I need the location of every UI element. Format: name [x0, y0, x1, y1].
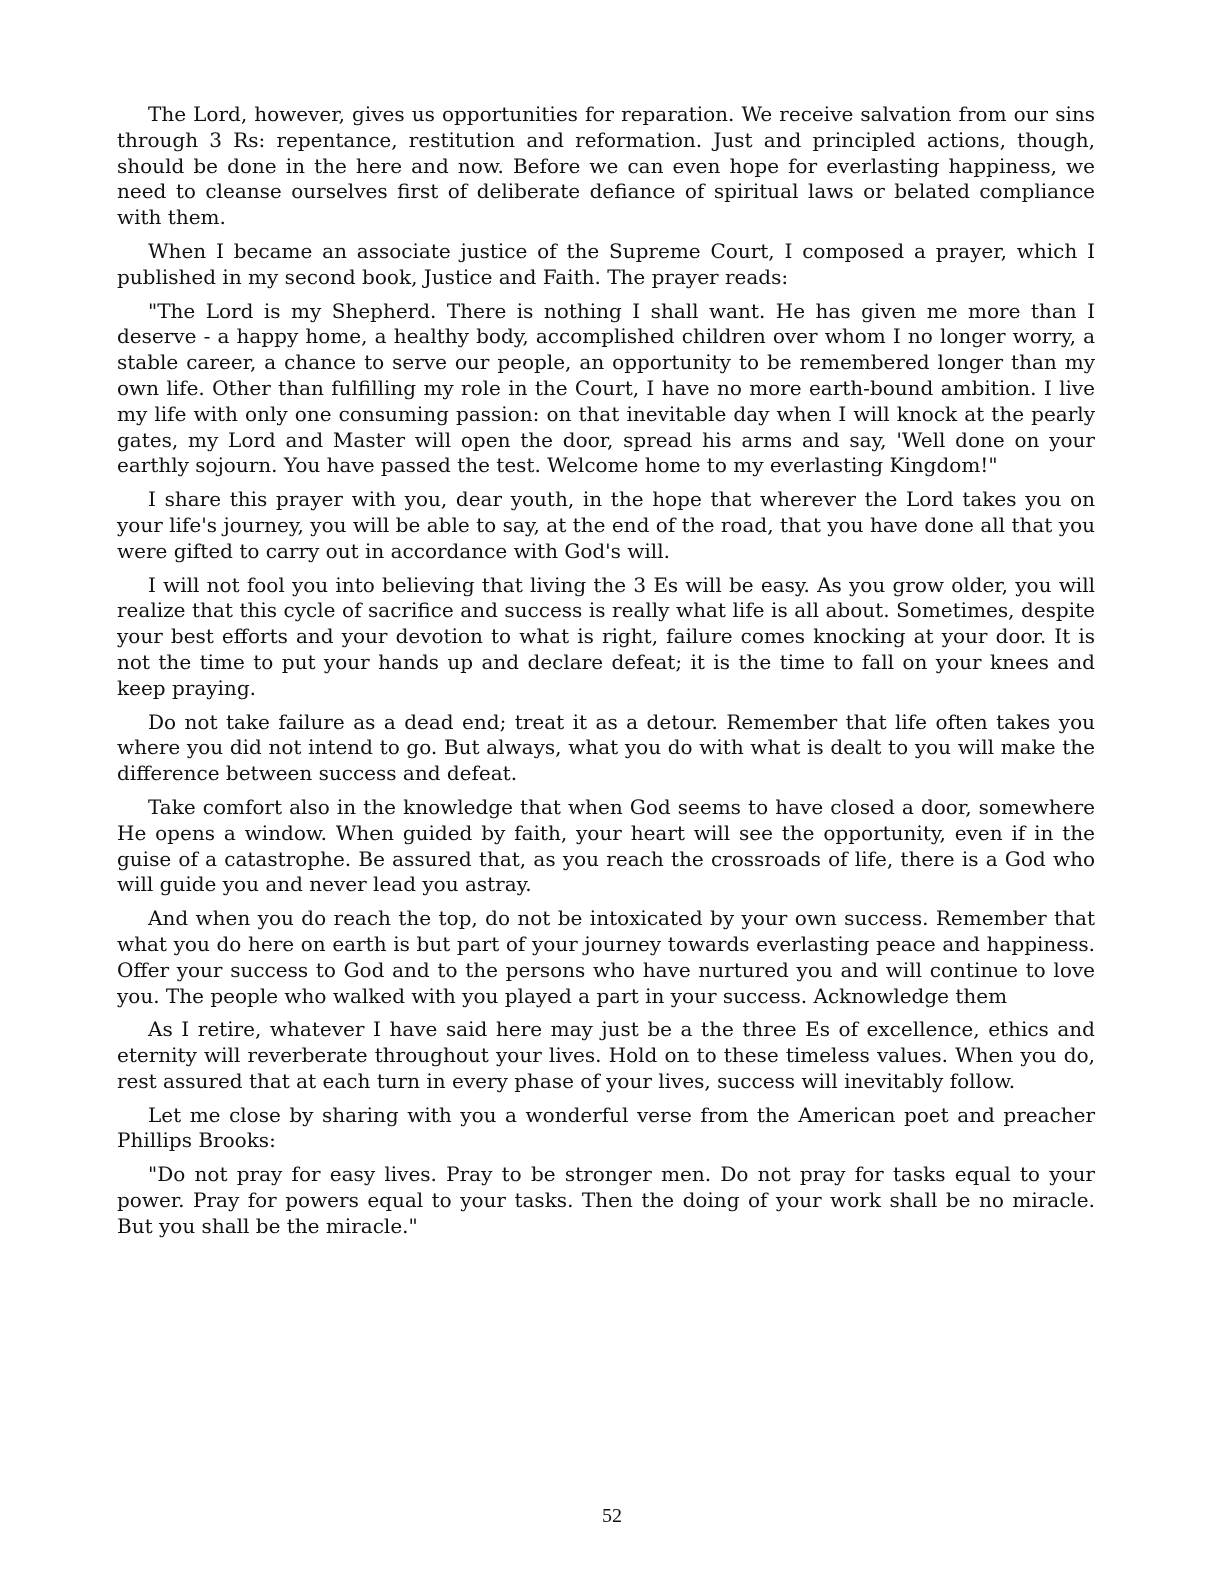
paragraph: Take comfort also in the knowledge that when God seems to have closed a door, somewhere He opens a window. When guided by faith, your heart will see the opportunity, even if in the guise of a catastrophe. Be assured that, as you reach the crossroads of life, there is a God who will guide you and never lead you astray. [117, 794, 1095, 897]
paragraph: Let me close by sharing with you a wonderful verse from the American poet and preacher Phillips Brooks: [117, 1102, 1095, 1153]
page-body [117, 102, 1095, 1248]
paragraph: "Do not pray for easy lives. Pray to be stronger men. Do not pray for tasks equal to your power. Pray for powers equal to your tasks. Then the doing of your work shall be no miracle. But you shall be the miracle." [117, 1162, 1095, 1238]
paragraph: I will not fool you into believing that living the 3 Es will be easy. As you grow older, you will realize that this cycle of sacrifice and success is really what life is all about. Sometimes, despite your best efforts and your devotion to what is right, failure comes knocking at your door. It is not the time to put your hands up and declare defeat; it is the time to fall on your knees and keep praying. [117, 572, 1095, 700]
paragraph: When I became an associate justice of the Supreme Court, I composed a prayer, which I published in my second book, Justice and Faith. The prayer reads: [117, 238, 1095, 289]
paragraph: The Lord, however, gives us opportunities for reparation. We receive salvation from our sins through 3 Rs: repentance, restitution and reformation. Just and principled actions, though, should be done in the here and now. Before we can even hope for everlasting happiness, we need to cleanse ourselves first of deliberate defiance of spiritual laws or belated compliance with them. [117, 102, 1095, 230]
paragraph: And when you do reach the top, do not be intoxicated by your own success. Remember that what you do here on earth is but part of your journey towards everlasting peace and happiness. Offer your success to God and to the persons who have nurtured you and will continue to love you. The people who walked with you played a part in your success. Acknowledge them [117, 906, 1095, 1008]
paragraph: I share this prayer with you, dear youth, in the hope that wherever the Lord takes you on your life's journey, you will be able to say, at the end of the road, that you have done all that you were gifted to carry out in accordance with God's will. [117, 487, 1095, 563]
paragraph: "The Lord is my Shepherd. There is nothing I shall want. He has given me more than I deserve - a happy home, a healthy body, accomplished children over whom I no longer worry, a stable career, a chance to serve our people, an opportunity to be remembered longer than my own life. Other than fulfilling my role in the Court, I have no more earth-bound ambition. I live my life with only one consuming passion: on that inevitable day when I will knock at the pearly gates, my Lord and Master will open the door, spread his arms and say, 'Well done on your earthly sojourn. You have passed the test. Welcome home to my everlasting Kingdom!" [117, 298, 1095, 478]
page-number: 52 [602, 1505, 622, 1527]
paragraph: Do not take failure as a dead end; treat it as a detour. Remember that life often takes you where you did not intend to go. But always, what you do with what is dealt to you will make the difference between success and defeat. [117, 709, 1095, 786]
paragraph: As I retire, whatever I have said here may just be a the three Es of excellence, ethics and eternity will reverberate throughout your lives. Hold on to these timeless values. When you do, rest assured that at each turn in every phase of your lives, success will inevitably follow. [117, 1017, 1095, 1093]
